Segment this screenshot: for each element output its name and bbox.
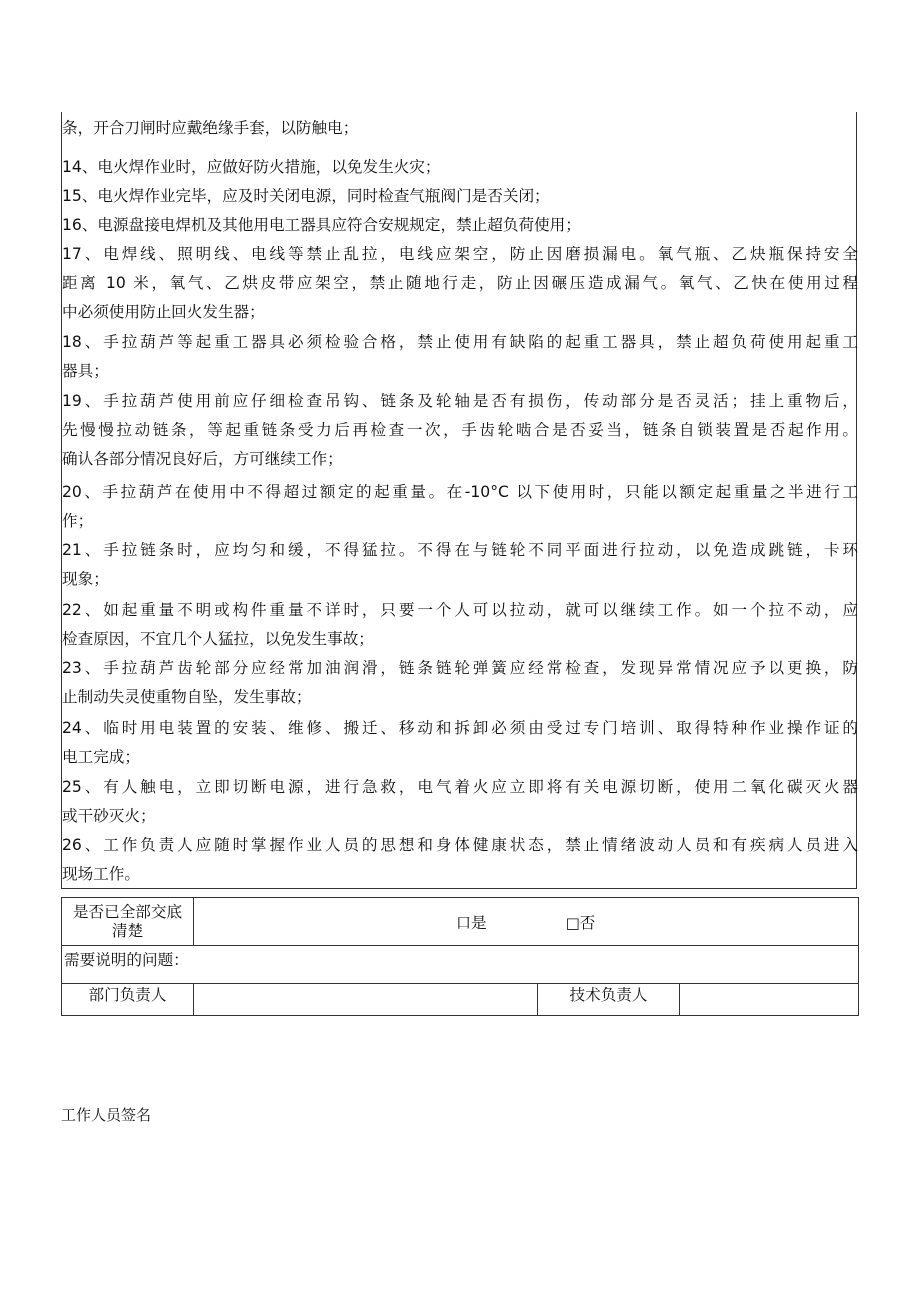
- item-line: 26、工作负责人应随时掌握作业人员的思想和身体健康状态，禁止情绪波动人员和有疾病人员进入: [62, 836, 858, 854]
- list-item: [62, 211, 858, 240]
- staff-signature-label: 工作人员签名: [61, 1106, 152, 1124]
- item-line: 检查原因，不宜几个人猛拉，以免发生事故；: [62, 630, 374, 648]
- dept-head-label: 部门负责人: [88, 986, 167, 1004]
- notes-cell[interactable]: [62, 946, 859, 984]
- list-item: [62, 328, 858, 386]
- list-item: [62, 240, 858, 327]
- list-item: [62, 831, 858, 889]
- item-line: 或干砂灭火；: [62, 807, 156, 825]
- briefing-choices-cell: [194, 898, 859, 946]
- tech-head-label: 技术负责人: [569, 986, 648, 1004]
- item-line: 条，开合刀闸时应戴绝缘手套，以防触电；: [62, 119, 359, 137]
- item-line: 15、电火焊作业完毕，应及时关闭电源，同时检查气瓶阀门是否关闭；: [62, 187, 550, 205]
- briefing-question-line: 是否已全部交底: [72, 902, 183, 921]
- tech-head-signature-field[interactable]: [680, 984, 859, 1016]
- briefing-confirm-row: [62, 898, 859, 946]
- item-line: 现场工作。: [62, 865, 140, 883]
- no-checkbox[interactable]: □: [565, 913, 580, 932]
- list-item: [62, 478, 858, 536]
- list-item: [62, 596, 858, 654]
- responsible-row: [62, 984, 859, 1016]
- list-item: [62, 773, 858, 831]
- item-line: 确认各部分情况良好后，方可继续工作；: [62, 450, 343, 468]
- list-item: [62, 182, 858, 211]
- item-line: 18、手拉葫芦等起重工器具必须检验合格，禁止使用有缺陷的起重工器具，禁止超负荷使用起重工: [62, 333, 858, 351]
- item-line: 器具；: [62, 362, 109, 380]
- item-line: 25、有人触电，立即切断电源，进行急救，电气着火应立即将有关电源切断，使用二氧化碳灭火器: [62, 778, 858, 796]
- list-item: [62, 654, 858, 712]
- list-item: [62, 387, 858, 474]
- item-line: 距离 10 米，氧气、乙烘皮带应架空，禁止随地行走，防止因碾压造成漏气。氧气、乙快在使用过程: [62, 274, 858, 292]
- yes-label: 是: [471, 913, 487, 932]
- signoff-table: [61, 897, 859, 1016]
- notes-row: [62, 946, 859, 984]
- item-line: 21、手拉链条时，应均匀和缓，不得猛拉。不得在与链轮不同平面进行拉动，以免造成跳链，卡环: [62, 541, 858, 559]
- item-line: 17、电焊线、照明线、电线等禁止乱拉，电线应架空，防止因磨损漏电。氧气瓶、乙炔瓶保持安全: [62, 245, 858, 263]
- item-line: 23、手拉葫芦齿轮部分应经常加油润滑，链条链轮弹簧应经常检查，发现异常情况应予以更换，防: [62, 659, 858, 677]
- dept-head-label-cell: [62, 984, 194, 1016]
- notes-label: 需要说明的问题：: [64, 951, 189, 969]
- tech-head-label-cell: [538, 984, 680, 1016]
- list-item: [62, 153, 858, 182]
- item-line: 19、手拉葫芦使用前应仔细检查吊钩、链条及轮轴是否有损伤，传动部分是否灵活；挂上重物后，: [62, 392, 858, 410]
- item-line: 电工完成；: [62, 748, 140, 766]
- yes-checkbox[interactable]: 口: [456, 913, 472, 932]
- list-item: [62, 536, 858, 594]
- briefing-question-line: 清楚: [111, 921, 144, 940]
- item-line: 20、手拉葫芦在使用中不得超过额定的起重量。在-10°C 以下使用时，只能以额定起重量之半进行工: [62, 483, 858, 501]
- item-line: 22、如起重量不明或构件重量不详时，只要一个人可以拉动，就可以继续工作。如一个拉不动，应: [62, 601, 858, 619]
- briefing-question-cell: [62, 898, 194, 946]
- item-line: 先慢慢拉动链条，等起重链条受力后再检查一次，手齿轮啮合是否妥当，链条自锁装置是否起作用。: [62, 421, 858, 439]
- no-option[interactable]: [566, 911, 596, 933]
- safety-briefing-content: [61, 112, 857, 889]
- item-line: 16、电源盘接电焊机及其他用电工器具应符合安规规定，禁止超负荷使用；: [62, 216, 581, 234]
- item-line: 14、电火焊作业时，应做好防火措施，以免发生火灾；: [62, 158, 441, 176]
- item-line: 24、临时用电装置的安装、维修、搬迁、移动和拆卸必须由受过专门培训、取得特种作业操作证的: [62, 719, 858, 737]
- item-line: 中必须使用防止回火发生器；: [62, 303, 265, 321]
- item-line: 作；: [62, 512, 94, 530]
- yes-option[interactable]: [456, 911, 487, 933]
- no-label: 否: [579, 913, 596, 932]
- list-item: [62, 714, 858, 772]
- dept-head-signature-field[interactable]: [194, 984, 538, 1016]
- list-item: [62, 114, 858, 143]
- item-line: 止制动失灵使重物自坠，发生事故；: [62, 688, 312, 706]
- item-line: 现象；: [62, 570, 109, 588]
